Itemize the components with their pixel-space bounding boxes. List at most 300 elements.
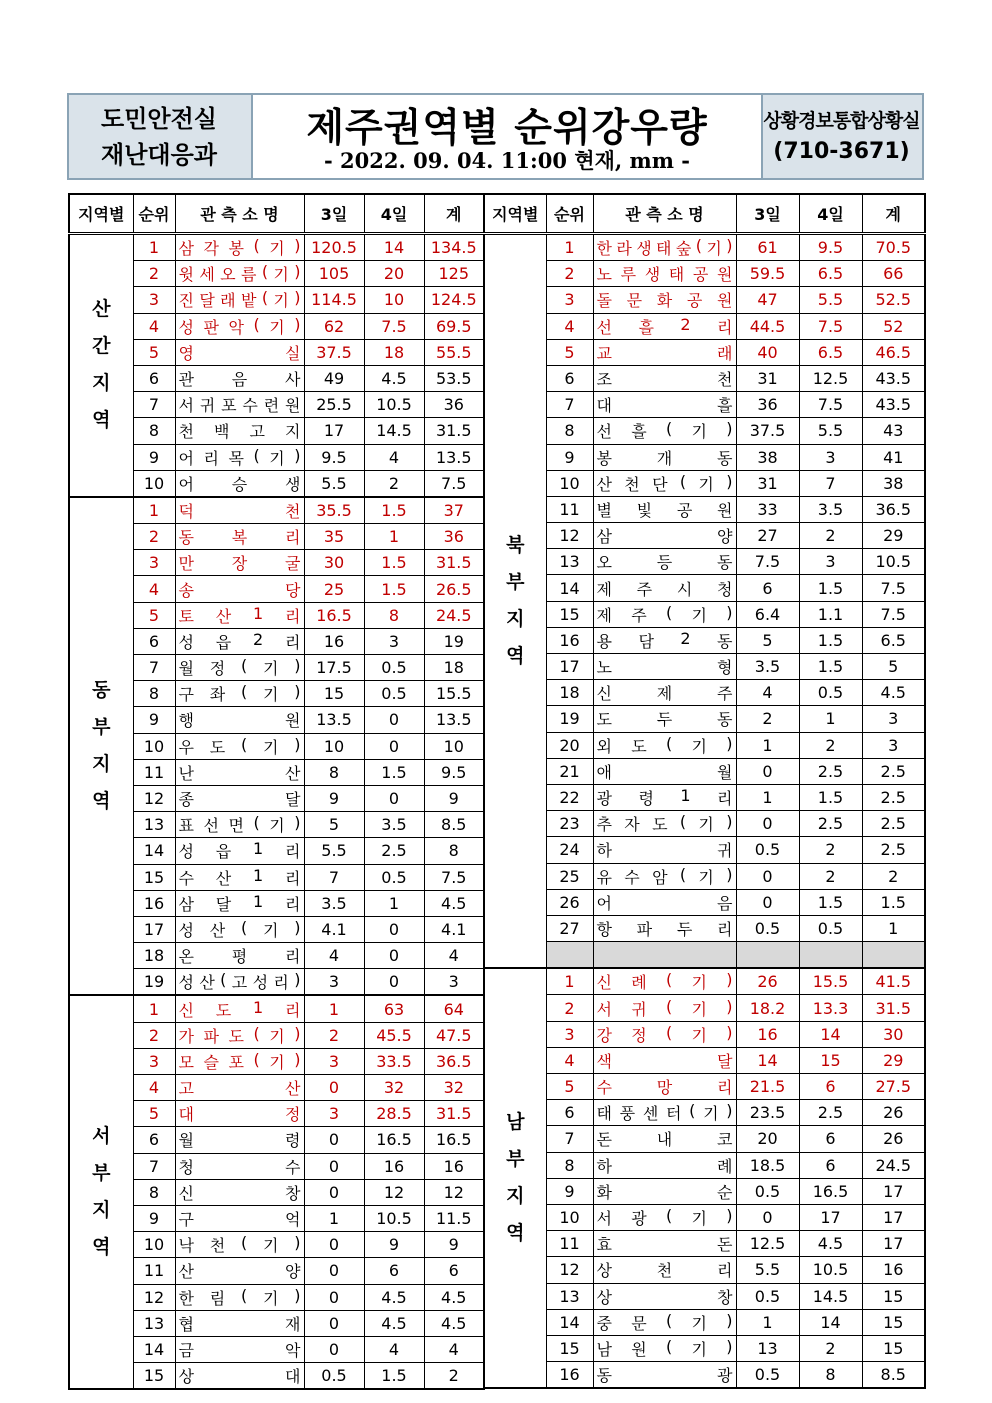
total-cell: 2.5: [862, 811, 925, 837]
day4-cell: 6.5: [799, 339, 862, 365]
station-cell: 성 판 악 ( 기 ): [175, 313, 304, 339]
day4-cell: 1.5: [364, 1363, 424, 1390]
station-cell: 어 리 목 ( 기 ): [175, 444, 304, 470]
col-rank: 순위: [546, 194, 593, 234]
total-cell: 53.5: [424, 365, 484, 391]
day3-cell: 0.5: [736, 1283, 799, 1309]
day4-cell: 6: [799, 1074, 862, 1100]
rank-cell: 3: [546, 287, 593, 313]
rank-cell: 15: [133, 864, 175, 890]
station-cell: 상 창: [593, 1283, 736, 1309]
rank-cell: 8: [133, 681, 175, 707]
station-cell: 서 귀 ( 기 ): [593, 995, 736, 1021]
rank-cell: 26: [546, 889, 593, 915]
region-label-north: 북 부 지 역: [484, 234, 546, 969]
total-cell: 13.5: [424, 707, 484, 733]
day3-cell: 3: [304, 1048, 364, 1074]
station-cell: 별 빛 공 원: [593, 496, 736, 522]
rank-cell: 15: [546, 1335, 593, 1361]
day3-cell: 62: [304, 313, 364, 339]
day3-cell: 5: [736, 627, 799, 653]
rank-cell: 7: [133, 1153, 175, 1179]
total-cell: 46.5: [862, 339, 925, 365]
total-cell: 36: [424, 524, 484, 550]
total-cell: 29: [862, 1047, 925, 1073]
day4-cell: 0: [364, 733, 424, 759]
day3-cell: 25: [304, 576, 364, 602]
total-cell: 2: [862, 863, 925, 889]
station-cell: 청 수: [175, 1153, 304, 1179]
total-cell: 7.5: [424, 864, 484, 890]
day3-cell: 49: [304, 365, 364, 391]
day4-cell: 2.5: [799, 1100, 862, 1126]
station-cell: 신 례 ( 기 ): [593, 968, 736, 995]
day3-cell: 17.5: [304, 655, 364, 681]
table-row: [69, 497, 484, 524]
table-row: [484, 470, 925, 496]
rank-cell: 2: [133, 1022, 175, 1048]
table-row: [484, 1047, 925, 1073]
day3-cell: 27: [736, 523, 799, 549]
rank-cell: 8: [546, 418, 593, 444]
rank-cell: 7: [546, 1126, 593, 1152]
table-row: [484, 261, 925, 287]
table-row: [484, 339, 925, 365]
day3-cell: 31: [736, 365, 799, 391]
day3-cell: 0: [736, 811, 799, 837]
rank-cell: 11: [133, 759, 175, 785]
day3-cell: 0: [304, 1127, 364, 1153]
table-row: [484, 1074, 925, 1100]
day3-cell: 3.5: [304, 890, 364, 916]
station-cell: 남 원 ( 기 ): [593, 1335, 736, 1361]
total-cell: 19: [424, 628, 484, 654]
table-row: [484, 995, 925, 1021]
day3-cell: 114.5: [304, 287, 364, 313]
day3-cell: 30: [304, 550, 364, 576]
table-row: [484, 915, 925, 941]
empty-cell: [593, 942, 736, 969]
day4-cell: 9: [364, 1232, 424, 1258]
day4-cell: 2.5: [364, 838, 424, 864]
rank-cell: 12: [546, 1257, 593, 1283]
total-cell: 10: [424, 733, 484, 759]
day3-cell: 5: [304, 812, 364, 838]
col-day3: 3일: [736, 194, 799, 234]
total-cell: 17: [862, 1231, 925, 1257]
station-cell: 진 달 래 밭 ( 기 ): [175, 287, 304, 313]
total-cell: 38: [862, 470, 925, 496]
total-cell: 41: [862, 444, 925, 470]
day4-cell: 0: [364, 785, 424, 811]
day3-cell: 5.5: [736, 1257, 799, 1283]
day4-cell: 3: [799, 549, 862, 575]
day4-cell: 1.5: [799, 889, 862, 915]
table-row: [484, 680, 925, 706]
day4-cell: 2: [799, 523, 862, 549]
office-name: 상황경보통합상황실: [763, 109, 920, 132]
station-cell: 우 도 ( 기 ): [175, 733, 304, 759]
rank-cell: 6: [133, 1127, 175, 1153]
rank-cell: 1: [546, 968, 593, 995]
table-row: [484, 392, 925, 418]
day3-cell: 38: [736, 444, 799, 470]
day4-cell: 2: [799, 863, 862, 889]
rank-cell: 11: [546, 496, 593, 522]
day3-cell: 0: [736, 758, 799, 784]
day3-cell: 7.5: [736, 549, 799, 575]
rank-cell: 14: [133, 1336, 175, 1362]
station-cell: 서 광 ( 기 ): [593, 1204, 736, 1230]
total-cell: 4: [424, 943, 484, 969]
total-cell: 4.5: [862, 680, 925, 706]
total-cell: 125: [424, 261, 484, 287]
table-row: [484, 418, 925, 444]
day3-cell: 3: [304, 969, 364, 996]
total-cell: 26: [862, 1100, 925, 1126]
day4-cell: 8: [799, 1362, 862, 1389]
table-row: [484, 732, 925, 758]
col-rank: 순위: [133, 194, 175, 234]
day3-cell: 17: [304, 418, 364, 444]
total-cell: 9: [424, 1232, 484, 1258]
total-cell: 26.5: [424, 576, 484, 602]
day4-cell: 2: [799, 1335, 862, 1361]
table-row: [484, 575, 925, 601]
day3-cell: 35.5: [304, 497, 364, 524]
table-row: [484, 1152, 925, 1178]
table-row: [484, 549, 925, 575]
empty-cell: [862, 942, 925, 969]
station-cell: 노 루 생 태 공 원: [593, 261, 736, 287]
day4-cell: 3: [364, 628, 424, 654]
empty-cell: [546, 942, 593, 969]
day4-cell: 1: [364, 524, 424, 550]
rank-cell: 14: [133, 838, 175, 864]
total-cell: 13.5: [424, 444, 484, 470]
station-cell: 토 산 1 리: [175, 602, 304, 628]
total-cell: 4.5: [424, 1310, 484, 1336]
rank-cell: 1: [546, 234, 593, 261]
table-row: [69, 234, 484, 261]
day4-cell: 0: [364, 943, 424, 969]
day4-cell: 17: [799, 1204, 862, 1230]
day3-cell: 14: [736, 1047, 799, 1073]
table-row: [484, 523, 925, 549]
day3-cell: 0: [304, 1075, 364, 1101]
station-cell: 서 귀 포 수 련 원: [175, 392, 304, 418]
day4-cell: 63: [364, 995, 424, 1022]
total-cell: 8.5: [862, 1362, 925, 1389]
day4-cell: 1: [364, 890, 424, 916]
rank-cell: 5: [133, 1101, 175, 1127]
day4-cell: 6: [799, 1126, 862, 1152]
rank-cell: 9: [133, 1205, 175, 1231]
day3-cell: 2: [304, 1022, 364, 1048]
day4-cell: 1.5: [799, 575, 862, 601]
rank-cell: 21: [546, 758, 593, 784]
station-cell: 노 형: [593, 654, 736, 680]
station-cell: 신 도 1 리: [175, 995, 304, 1022]
day4-cell: 6.5: [799, 261, 862, 287]
day3-cell: 18.2: [736, 995, 799, 1021]
rank-cell: 5: [133, 339, 175, 365]
day3-cell: 13: [736, 1335, 799, 1361]
day3-cell: 31: [736, 470, 799, 496]
station-cell: 봉 개 동: [593, 444, 736, 470]
total-cell: 36: [424, 392, 484, 418]
total-cell: 31.5: [424, 1101, 484, 1127]
rank-cell: 17: [133, 916, 175, 942]
rank-cell: 19: [546, 706, 593, 732]
rank-cell: 6: [546, 365, 593, 391]
table-row: [484, 1362, 925, 1389]
total-cell: 9: [424, 785, 484, 811]
rank-cell: 16: [546, 1362, 593, 1389]
division-name: 재난대응과: [101, 140, 217, 169]
station-cell: 제 주 ( 기 ): [593, 601, 736, 627]
total-cell: 2.5: [862, 758, 925, 784]
total-cell: 2.5: [862, 784, 925, 810]
station-cell: 한 림 ( 기 ): [175, 1284, 304, 1310]
station-cell: 추 자 도 ( 기 ): [593, 811, 736, 837]
day3-cell: 0: [304, 1153, 364, 1179]
day3-cell: 0: [304, 1310, 364, 1336]
station-cell: 신 창: [175, 1179, 304, 1205]
station-cell: 동 광: [593, 1362, 736, 1389]
station-cell: 대 정: [175, 1101, 304, 1127]
rank-cell: 6: [133, 628, 175, 654]
day4-cell: 15.5: [799, 968, 862, 995]
table-header-row: [69, 194, 484, 234]
table-row: [484, 627, 925, 653]
table-row: [484, 365, 925, 391]
table-row: [484, 287, 925, 313]
day4-cell: 1: [799, 706, 862, 732]
day3-cell: 12.5: [736, 1231, 799, 1257]
day4-cell: 14.5: [364, 418, 424, 444]
table-row: [484, 1257, 925, 1283]
station-cell: 천 백 고 지: [175, 418, 304, 444]
day3-cell: 40: [736, 339, 799, 365]
table-row: [484, 784, 925, 810]
day4-cell: 28.5: [364, 1101, 424, 1127]
total-cell: 8.5: [424, 812, 484, 838]
station-cell: 수 망 리: [593, 1074, 736, 1100]
total-cell: 41.5: [862, 968, 925, 995]
rank-cell: 3: [133, 1048, 175, 1074]
table-row: [484, 1335, 925, 1361]
total-cell: 17: [862, 1204, 925, 1230]
day3-cell: 1: [304, 1205, 364, 1231]
col-station: 관 측 소 명: [593, 194, 736, 234]
day3-cell: 0: [736, 863, 799, 889]
rank-cell: 27: [546, 915, 593, 941]
table-row: [484, 601, 925, 627]
total-cell: 134.5: [424, 234, 484, 261]
rank-cell: 1: [133, 497, 175, 524]
total-cell: 43.5: [862, 392, 925, 418]
col-day4: 4일: [364, 194, 424, 234]
day4-cell: 3.5: [799, 496, 862, 522]
region-label-mountain: 산 간 지 역: [69, 234, 133, 497]
day3-cell: 20: [736, 1126, 799, 1152]
rank-cell: 15: [546, 601, 593, 627]
day4-cell: 14.5: [799, 1283, 862, 1309]
total-cell: 15: [862, 1283, 925, 1309]
day4-cell: 33.5: [364, 1048, 424, 1074]
total-cell: 2: [424, 1363, 484, 1390]
rank-cell: 1: [133, 995, 175, 1022]
table-row: [484, 1126, 925, 1152]
day4-cell: 14: [364, 234, 424, 261]
rank-cell: 9: [546, 1178, 593, 1204]
station-cell: 성 산 ( 고 성 리 ): [175, 969, 304, 996]
total-cell: 5: [862, 654, 925, 680]
day4-cell: 0.5: [364, 864, 424, 890]
total-cell: 16: [424, 1153, 484, 1179]
station-cell: 신 제 주: [593, 680, 736, 706]
table-row: [484, 1021, 925, 1047]
day4-cell: 1.5: [364, 759, 424, 785]
day3-cell: 4: [736, 680, 799, 706]
day3-cell: 1: [736, 784, 799, 810]
total-cell: 27.5: [862, 1074, 925, 1100]
station-cell: 동 복 리: [175, 524, 304, 550]
page-title: 제주권역별 순위강우량: [306, 106, 708, 151]
day4-cell: 14: [799, 1021, 862, 1047]
rank-cell: 4: [546, 1047, 593, 1073]
rank-cell: 3: [546, 1021, 593, 1047]
total-cell: 69.5: [424, 313, 484, 339]
table-row: [484, 444, 925, 470]
total-cell: 124.5: [424, 287, 484, 313]
table-row: [69, 995, 484, 1022]
station-cell: 광 령 1 리: [593, 784, 736, 810]
table-row: [484, 1309, 925, 1335]
day3-cell: 5.5: [304, 838, 364, 864]
rank-cell: 4: [133, 1075, 175, 1101]
day4-cell: 1.1: [799, 601, 862, 627]
station-cell: 선 흘 ( 기 ): [593, 418, 736, 444]
day4-cell: 4.5: [364, 1284, 424, 1310]
day4-cell: 4: [364, 1336, 424, 1362]
day3-cell: 0.5: [736, 1362, 799, 1389]
day3-cell: 0.5: [736, 915, 799, 941]
day3-cell: 44.5: [736, 313, 799, 339]
day4-cell: 7.5: [799, 313, 862, 339]
day4-cell: 4.5: [364, 1310, 424, 1336]
rank-cell: 1: [133, 234, 175, 261]
day4-cell: 3.5: [364, 812, 424, 838]
day4-cell: 1.5: [364, 576, 424, 602]
station-cell: 효 돈: [593, 1231, 736, 1257]
station-cell: 오 등 동: [593, 549, 736, 575]
department-block: [69, 95, 249, 178]
day4-cell: 7: [799, 470, 862, 496]
station-cell: 구 좌 ( 기 ): [175, 681, 304, 707]
station-cell: 돌 문 화 공 원: [593, 287, 736, 313]
rank-cell: 5: [546, 1074, 593, 1100]
total-cell: 4.5: [424, 890, 484, 916]
station-cell: 태 풍 센 터 ( 기 ): [593, 1100, 736, 1126]
station-cell: 낙 천 ( 기 ): [175, 1232, 304, 1258]
table-row: [484, 811, 925, 837]
day3-cell: 37.5: [736, 418, 799, 444]
total-cell: 15: [862, 1309, 925, 1335]
day4-cell: 9.5: [799, 234, 862, 261]
table-row: [484, 654, 925, 680]
day4-cell: 16.5: [364, 1127, 424, 1153]
station-cell: 월 령: [175, 1127, 304, 1153]
rank-cell: 18: [133, 943, 175, 969]
day4-cell: 4.5: [799, 1231, 862, 1257]
day3-cell: 16.5: [304, 602, 364, 628]
total-cell: 1.5: [862, 889, 925, 915]
station-cell: 도 두 동: [593, 706, 736, 732]
station-cell: 덕 천: [175, 497, 304, 524]
rank-cell: 16: [133, 890, 175, 916]
station-cell: 삼 양: [593, 523, 736, 549]
day3-cell: 1: [736, 732, 799, 758]
day4-cell: 0.5: [364, 681, 424, 707]
total-cell: 7.5: [862, 575, 925, 601]
total-cell: 43: [862, 418, 925, 444]
rank-cell: 4: [546, 313, 593, 339]
total-cell: 2.5: [862, 837, 925, 863]
rank-cell: 2: [133, 261, 175, 287]
total-cell: 7.5: [862, 601, 925, 627]
day3-cell: 33: [736, 496, 799, 522]
day3-cell: 0: [304, 1336, 364, 1362]
day4-cell: 10.5: [364, 1205, 424, 1231]
table-row: [484, 706, 925, 732]
station-cell: 성 읍 2 리: [175, 628, 304, 654]
day4-cell: 0: [364, 707, 424, 733]
day4-cell: 2.5: [799, 811, 862, 837]
total-cell: 24.5: [862, 1152, 925, 1178]
total-cell: 10.5: [862, 549, 925, 575]
rank-cell: 14: [546, 1309, 593, 1335]
rainfall-table-left: [68, 193, 485, 1390]
day3-cell: 0.5: [736, 837, 799, 863]
day4-cell: 1.5: [799, 627, 862, 653]
table-row: [484, 234, 925, 261]
total-cell: 24.5: [424, 602, 484, 628]
day3-cell: 0: [304, 1284, 364, 1310]
department-name: 도민안전실: [101, 104, 217, 133]
rank-cell: 10: [133, 733, 175, 759]
rank-cell: 4: [133, 576, 175, 602]
total-cell: 16.5: [424, 1127, 484, 1153]
total-cell: 70.5: [862, 234, 925, 261]
station-cell: 하 귀: [593, 837, 736, 863]
station-cell: 유 수 암 ( 기 ): [593, 863, 736, 889]
table-row: [484, 1204, 925, 1230]
station-cell: 월 정 ( 기 ): [175, 655, 304, 681]
rank-cell: 14: [546, 575, 593, 601]
day3-cell: 0: [736, 1204, 799, 1230]
station-cell: 산 양: [175, 1258, 304, 1284]
day3-cell: 120.5: [304, 234, 364, 261]
total-cell: 47.5: [424, 1022, 484, 1048]
station-cell: 한 라 생 태 숲 ( 기 ): [593, 234, 736, 261]
rank-cell: 11: [133, 1258, 175, 1284]
total-cell: 55.5: [424, 339, 484, 365]
station-cell: 성 산 ( 기 ): [175, 916, 304, 942]
day4-cell: 4.5: [364, 365, 424, 391]
day3-cell: 9.5: [304, 444, 364, 470]
